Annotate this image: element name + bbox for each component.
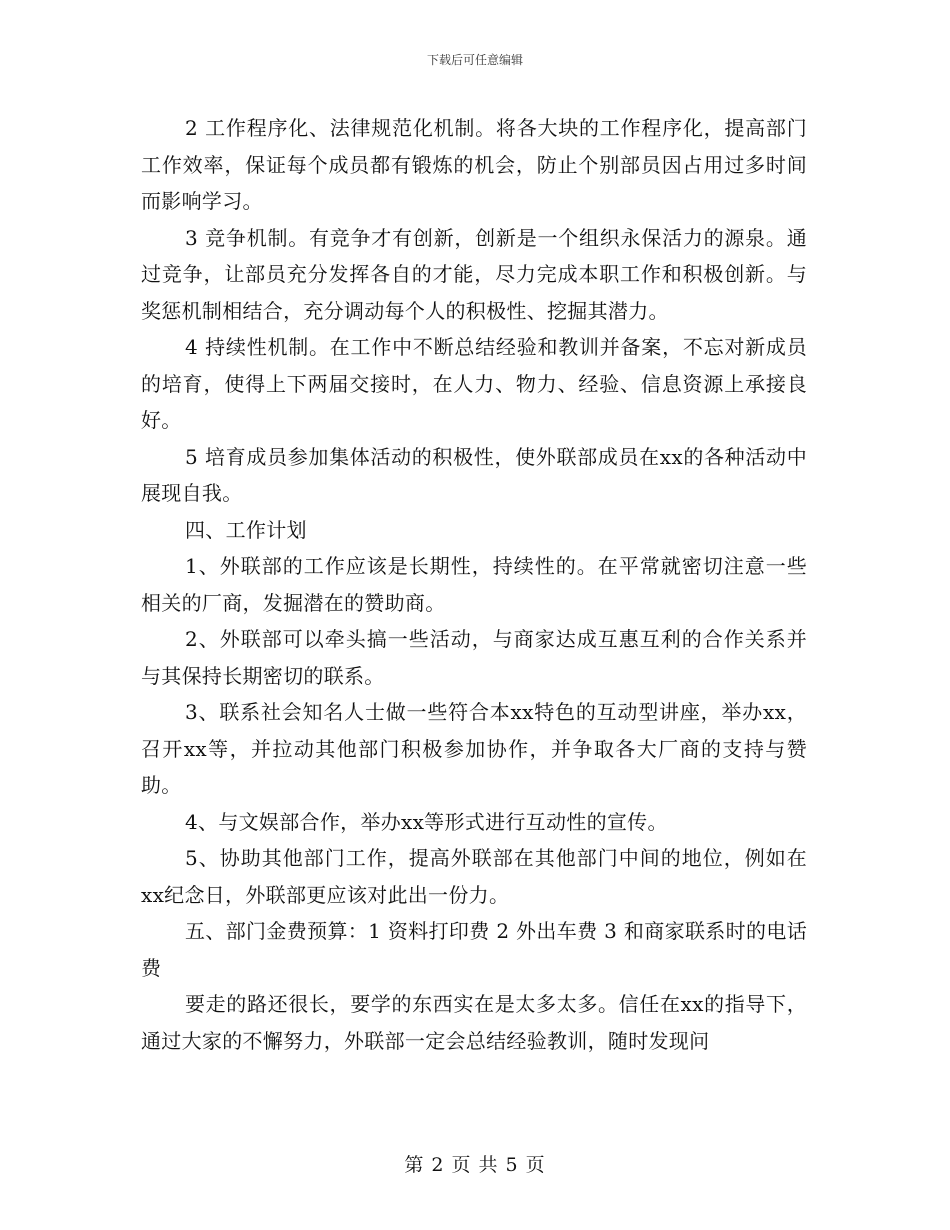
section-heading-work-plan: 四、工作计划 — [185, 517, 307, 542]
paragraph-plan-1: 1、外联部的工作应该是长期性，持续性的。在平常就密切注意一些相关的厂商，发掘潜在的赞助商。 — [141, 554, 807, 615]
paragraph-mechanism-3: 3 竞争机制。有竞争才有创新，创新是一个组织永保活力的源泉。通过竞争，让部员充分发挥各自的才能，尽力完成本职工作和积极创新。与奖惩机制相结合，充分调动每个人的积极性、挖掘其潜力。 — [141, 225, 807, 323]
document-body — [141, 110, 807, 1059]
page-header: 下载后可任意编辑 — [426, 53, 523, 67]
paragraph-mechanism-5: 5 培育成员参加集体活动的积极性，使外联部成员在xx的各种活动中展现自我。 — [141, 444, 807, 505]
paragraph-closing: 要走的路还很长，要学的东西实在是太多太多。信任在xx的指导下，通过大家的不懈努力，外联部一定会总结经验教训，随时发现问 — [141, 992, 807, 1053]
paragraph-plan-2: 2、外联部可以牵头搞一些活动，与商家达成互惠互利的合作关系并与其保持长期密切的联系。 — [141, 627, 807, 688]
paragraph-plan-5: 5、协助其他部门工作，提高外联部在其他部门中间的地位，例如在xx纪念日，外联部更应该对此出一份力。 — [141, 846, 807, 907]
paragraph-mechanism-4: 4 持续性机制。在工作中不断总结经验和教训并备案，不忘对新成员的培育，使得上下两届交接时，在人力、物力、经验、信息资源上承接良好。 — [141, 335, 807, 432]
paragraph-plan-4: 4、与文娱部合作，举办xx等形式进行互动性的宣传。 — [185, 809, 668, 834]
page-footer: 第 2 页 共 5 页 — [404, 1154, 546, 1176]
paragraph-plan-3: 3、联系社会知名人士做一些符合本xx特色的互动型讲座，举办xx，召开xx等，并拉动其他部门积极参加协作，并争取各大厂商的支持与赞助。 — [141, 700, 807, 797]
paragraph-budget: 五、部门金费预算：1 资料打印费 2 外出车费 3 和商家联系时的电话费 — [141, 919, 807, 980]
paragraph-mechanism-2: 2 工作程序化、法律规范化机制。将各大块的工作程序化，提高部门工作效率，保证每个成员都有锻炼的机会，防止个别部员因占用过多时间而影响学习。 — [141, 116, 807, 213]
